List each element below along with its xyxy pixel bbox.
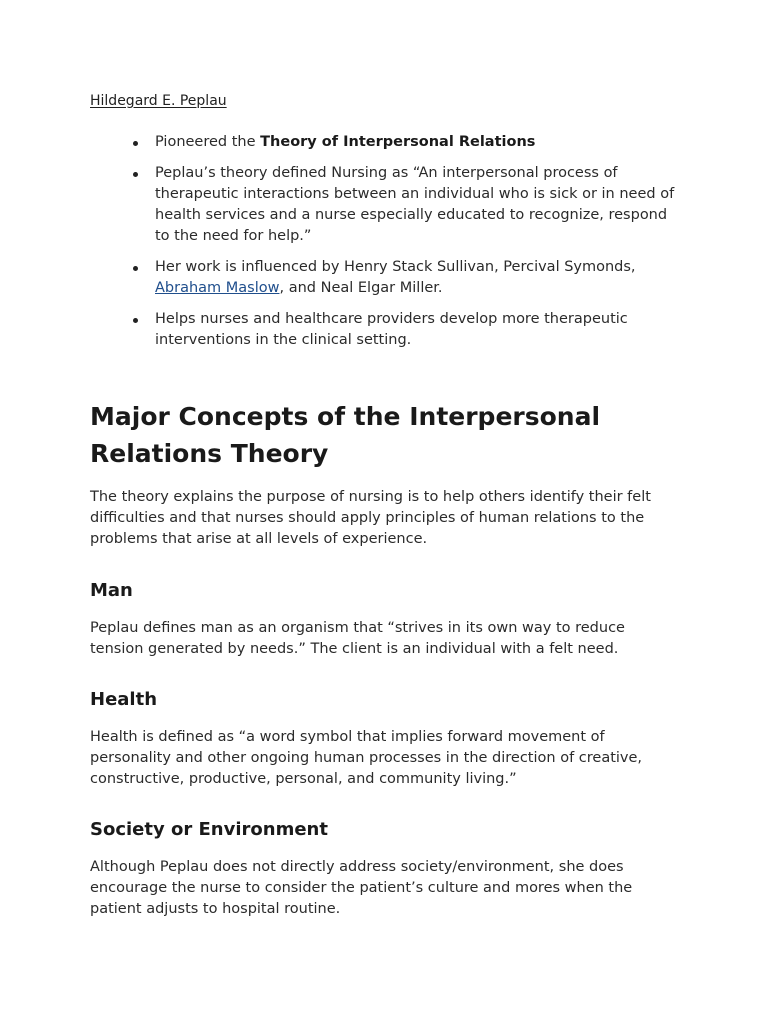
bullet-text: , and Neal Elgar Miller. xyxy=(279,280,443,296)
section-intro-paragraph: The theory explains the purpose of nursing is to help others identify their felt difficulties and that nurses should apply principles of human relations to the problems that arise at all levels of experience. xyxy=(90,489,651,547)
abraham-maslow-link[interactable]: Abraham Maslow xyxy=(155,280,280,296)
bullet-text: Helps nurses and healthcare providers develop more therapeutic interventions in the clinical setting. xyxy=(155,311,628,348)
health-paragraph: Health is defined as “a word symbol that implies forward movement of personality and other ongoing human processes in the direction of creative, constructive, productive, personal, and community living.” xyxy=(90,729,643,787)
bullet-text: Her work is influenced by Henry Stack Sullivan, Percival Symonds, xyxy=(155,259,636,275)
bullet-bold-text: Theory of Interpersonal Relations xyxy=(260,134,536,150)
bullet-item xyxy=(155,132,675,153)
society-paragraph: Although Peplau does not directly address society/environment, she does encourage the nurse to consider the patient’s culture and mores when the patient adjusts to hospital routine. xyxy=(90,859,633,917)
bullet-item xyxy=(155,163,675,247)
health-heading: Health xyxy=(90,689,158,710)
section-title: Major Concepts of the Interpersonal Relations Theory xyxy=(90,402,601,468)
bullet-item xyxy=(155,257,675,299)
man-paragraph: Peplau defines man as an organism that “strives in its own way to reduce tension generated by needs.” The client is an individual with a felt need. xyxy=(90,620,625,657)
bullet-text: Pioneered the xyxy=(155,134,261,150)
author-name: Hildegard E. Peplau xyxy=(90,93,227,109)
man-heading: Man xyxy=(90,580,133,601)
bullet-text: Peplau’s theory defined Nursing as “An interpersonal process of therapeutic interactions between an individual who is sick or in need of health services and a nurse especially educated to recognize, respond to the need for help.” xyxy=(155,165,675,244)
society-heading: Society or Environment xyxy=(90,819,328,840)
bullet-item xyxy=(155,309,675,351)
bullet-list xyxy=(155,132,675,361)
